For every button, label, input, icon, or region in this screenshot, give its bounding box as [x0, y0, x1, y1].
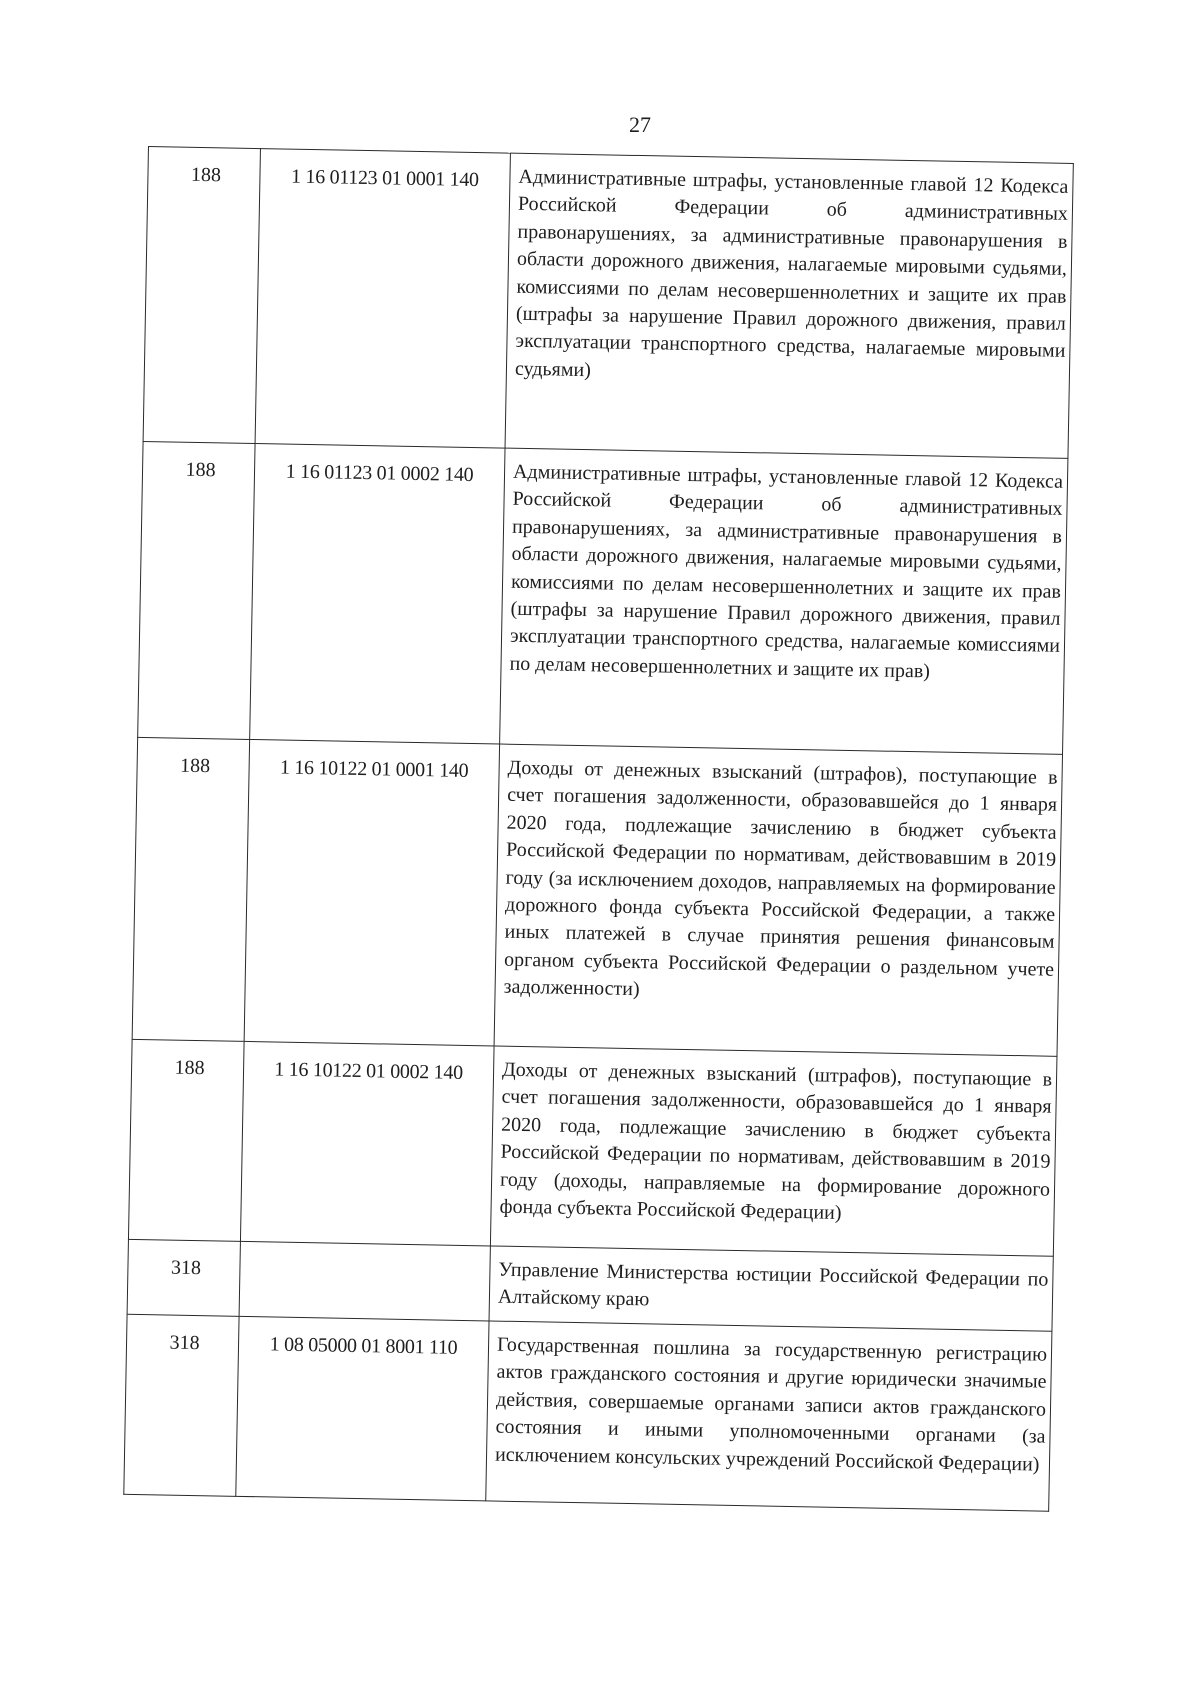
page-number: 27 [629, 112, 651, 137]
admin-code-cell: 188 [143, 147, 260, 444]
table-row [128, 1039, 1057, 1256]
admin-code-cell: 318 [127, 1239, 240, 1316]
table-row [138, 441, 1068, 754]
description-cell: Управление Министерства юстиции Российской Федерации по Алтайскому краю [489, 1246, 1053, 1331]
revenue-codes-table [123, 146, 1074, 1512]
table-row [124, 1314, 1052, 1511]
description-cell: Административные штрафы, установленные главой 12 Кодекса Российской Федерации об административных правонарушениях, за административные правонарушения в области дорожного движения, налагаемые мировыми судьями, комиссиями по делам несовершеннолетних и защите их прав (штрафы за нарушение Правил дорожного движения, правил эксплуатации транспортного средства, налагаемые комиссиями по делам несовершеннолетних и защите их прав) [500, 448, 1068, 754]
table-row [143, 147, 1073, 459]
description-cell: Доходы от денежных взысканий (штрафов), поступающие в счет погашения задолженности, образовавшейся до 1 января 2020 года, подлежащие зачислению в бюджет субъекта Российской Федерации по нормативам, действовавшим в 2019 году (доходы, направляемые на формирование дорожного фонда субъекта Российской Федерации) [490, 1046, 1057, 1256]
table-row [132, 737, 1062, 1056]
admin-code-cell: 318 [124, 1314, 239, 1496]
admin-code-cell: 188 [128, 1039, 244, 1241]
description-cell: Административные штрафы, установленные главой 12 Кодекса Российской Федерации об административных правонарушениях, за административные правонарушения в области дорожного движения, налагаемые мировыми судьями, комиссиями по делам несовершеннолетних и защите их прав (штрафы за нарушение Правил дорожного движения, правил эксплуатации транспортного средства, налагаемые мировыми судьями) [505, 153, 1073, 458]
kbk-code-cell: 1 16 10122 01 0001 140 [244, 739, 499, 1046]
revenue-codes-table-wrapper [123, 146, 1073, 1512]
description-cell: Государственная пошлина за государственную регистрацию актов гражданского состояния и другие юридически значимые действия, совершаемые органами записи актов гражданского состояния и иными уполномоченными органами (за исключением консульских учреждений Российской Федерации) [486, 1321, 1052, 1511]
kbk-code-cell: 1 08 05000 01 8001 110 [236, 1316, 489, 1501]
admin-code-cell: 188 [138, 441, 255, 739]
kbk-code-cell: 1 16 01123 01 0002 140 [250, 444, 505, 745]
admin-code-cell: 188 [132, 737, 250, 1041]
description-cell: Доходы от денежных взысканий (штрафов), поступающие в счет погашения задолженности, образовавшейся до 1 января 2020 года, подлежащие зачислению в бюджет субъекта Российской Федерации по нормативам, действовавшим в 2019 году (за исключением доходов, направляемых на формирование дорожного фонда субъекта Российской Федерации, а также иных платежей в случае принятия решения финансовым органом субъекта Российской Федерации о раздельном учете задолженности) [494, 744, 1062, 1056]
kbk-code-cell: 1 16 10122 01 0002 140 [240, 1041, 494, 1246]
kbk-code-cell: 1 16 01123 01 0001 140 [255, 149, 510, 449]
kbk-code-cell [239, 1241, 490, 1321]
